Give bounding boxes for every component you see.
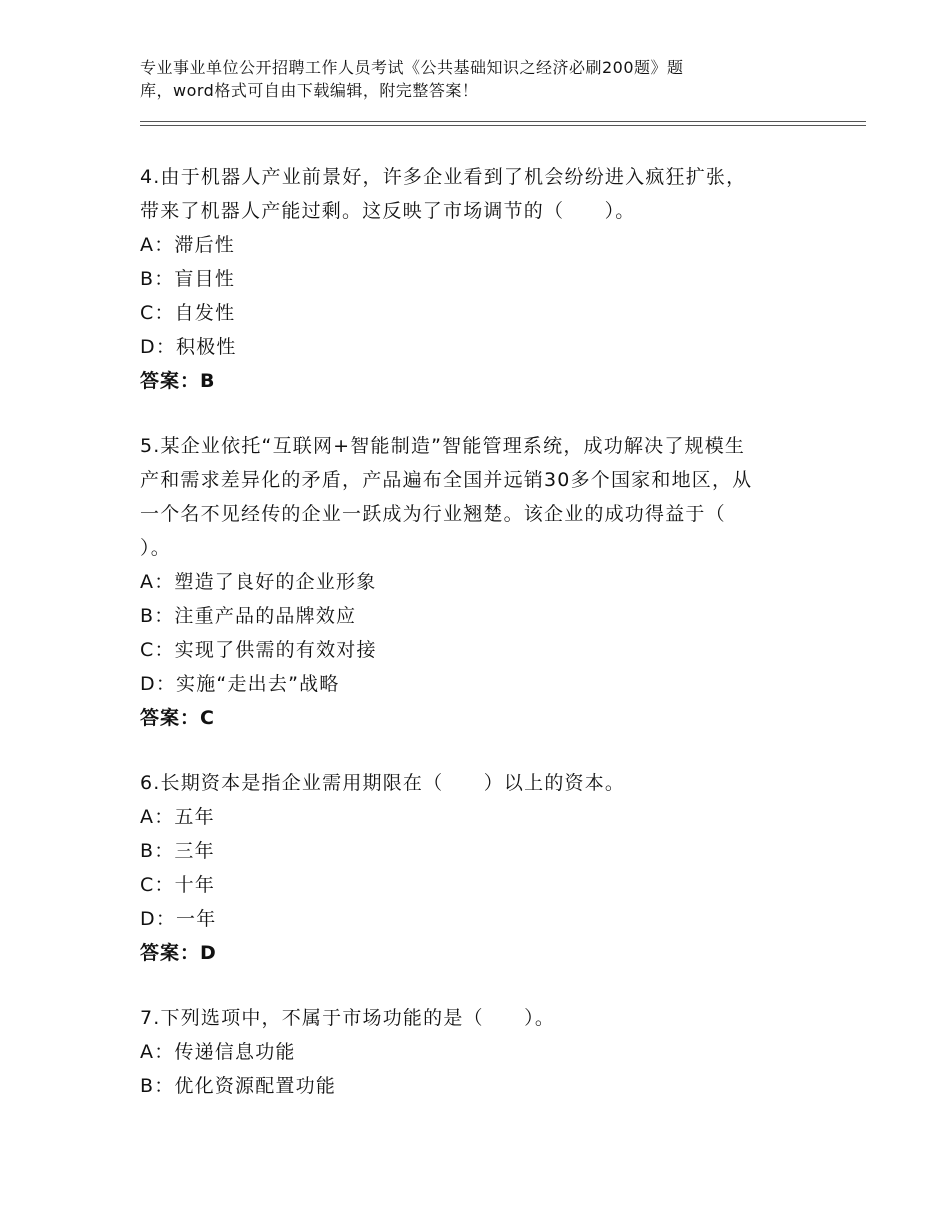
option-d: D：一年 bbox=[140, 908, 217, 930]
question-stem bbox=[140, 766, 820, 800]
option-a: A：滞后性 bbox=[140, 234, 235, 256]
question-stem-line: 6.长期资本是指企业需用期限在（ ）以上的资本。 bbox=[140, 772, 626, 794]
question-stem-line: 带来了机器人产能过剩。这反映了市场调节的（ ）。 bbox=[140, 200, 636, 222]
question-stem-line: 产和需求差异化的矛盾，产品遍布全国并远销30多个国家和地区，从 bbox=[140, 469, 753, 491]
option-b: B：优化资源配置功能 bbox=[140, 1075, 337, 1097]
header-line-1: 专业事业单位公开招聘工作人员考试《公共基础知识之经济必刷200题》题 bbox=[140, 58, 684, 77]
question-7 bbox=[140, 1001, 820, 1103]
option-c: C：自发性 bbox=[140, 302, 236, 324]
question-5 bbox=[140, 429, 820, 735]
header-rule-top bbox=[140, 121, 866, 122]
answer-label: 答案：D bbox=[140, 942, 217, 964]
question-stem bbox=[140, 1001, 820, 1035]
option-d: D：实施“走出去”战略 bbox=[140, 673, 340, 695]
question-stem-line: 4.由于机器人产业前景好，许多企业看到了机会纷纷进入疯狂扩张， bbox=[140, 166, 747, 188]
option-c: C：十年 bbox=[140, 874, 216, 896]
option-a: A：传递信息功能 bbox=[140, 1041, 296, 1063]
question-6 bbox=[140, 766, 820, 970]
question-list bbox=[140, 160, 820, 1134]
option-c: C：实现了供需的有效对接 bbox=[140, 639, 377, 661]
question-stem-line: 5.某企业依托“互联网+智能制造”智能管理系统，成功解决了规模生 bbox=[140, 435, 746, 457]
answer-label: 答案：B bbox=[140, 370, 216, 392]
header-line-2: 库，word格式可自由下载编辑，附完整答案！ bbox=[140, 81, 479, 100]
answer-label: 答案：C bbox=[140, 707, 215, 729]
option-d: D：积极性 bbox=[140, 336, 237, 358]
question-stem-line: 7.下列选项中，不属于市场功能的是（ ）。 bbox=[140, 1007, 556, 1029]
question-stem-line: ）。 bbox=[140, 537, 171, 559]
option-a: A：塑造了良好的企业形象 bbox=[140, 571, 377, 593]
question-4 bbox=[140, 160, 820, 398]
option-b: B：注重产品的品牌效应 bbox=[140, 605, 357, 627]
header-rule-bottom bbox=[140, 125, 866, 126]
question-stem bbox=[140, 160, 820, 228]
document-header bbox=[140, 56, 780, 102]
option-a: A：五年 bbox=[140, 806, 215, 828]
question-stem bbox=[140, 429, 820, 565]
question-stem-line: 一个名不见经传的企业一跃成为行业翘楚。该企业的成功得益于（ bbox=[140, 503, 726, 525]
option-b: B：盲目性 bbox=[140, 268, 236, 290]
option-b: B：三年 bbox=[140, 840, 215, 862]
